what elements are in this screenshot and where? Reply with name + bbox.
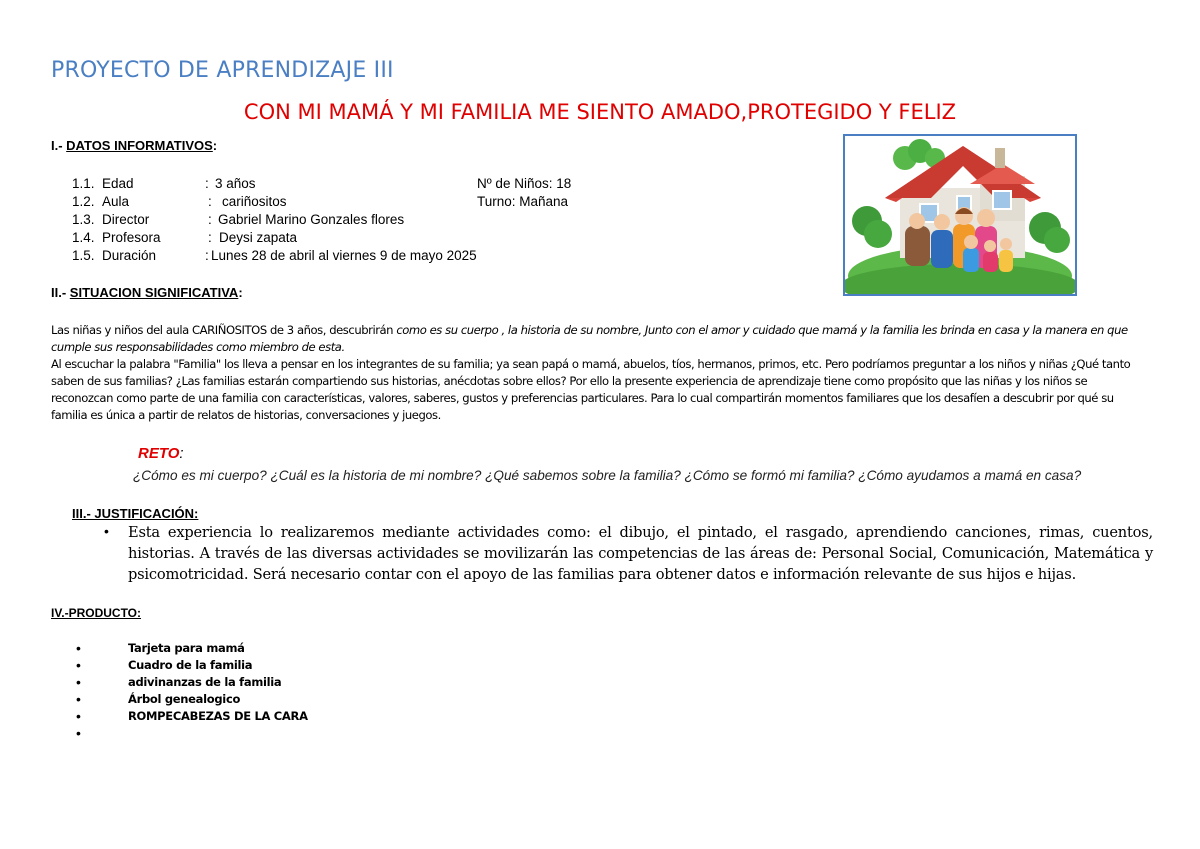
project-subtitle: CON MI MAMÁ Y MI FAMILIA ME SIENTO AMADO,PROTEGIDO Y FELIZ [243,100,957,124]
info-label: Aula [102,194,130,209]
reto-heading [138,445,184,462]
info-num: 1.1. [72,176,95,191]
info-sep: : [205,176,209,191]
info-label: Edad [102,176,134,191]
info-value: cariñositos [222,194,287,209]
paragraph-italic-text: como es su cuerpo , la historia de su nombre, Junto con el amor y cuidado que mamá y la familia les brinda en casa y la manera en que cumple sus responsabilidades como miembro de esta. [51,323,1128,354]
info-label: Director [102,212,150,227]
info-shift: Turno: Mañana [477,194,569,209]
paragraph-text: Las niñas y niños del aula CARIÑOSITOS de 3 años, descubrirán [51,323,397,337]
info-label: Profesora [102,230,161,245]
list-item: Tarjeta para mamá [128,641,245,655]
page-title: PROYECTO DE APRENDIZAJE III [51,58,394,83]
bullet-icon: • [76,674,81,690]
section-label: SITUACION SIGNIFICATIVA [69,285,239,300]
reto-questions: ¿Cómo es mi cuerpo? ¿Cuál es la historia de mi nombre? ¿Qué sabemos sobre la familia? ¿Cómo se formó mi familia? ¿Cómo ayudamos a mamá en casa? [133,468,1082,483]
info-value: Gabriel Marino Gonzales flores [218,212,405,227]
bullet-icon: • [104,523,109,539]
section-suffix: : [238,285,243,300]
bullet-icon: • [76,708,81,724]
info-label: Duración [102,248,157,263]
list-item: Cuadro de la familia [128,658,253,672]
bullet-icon: • [76,640,81,656]
section-producto: IV.-PRODUCTO: [51,606,142,620]
list-item: ROMPECABEZAS DE LA CARA [128,709,308,723]
list-item: adivinanzas de la familia [128,675,282,689]
section-label: DATOS INFORMATIVOS [66,138,213,153]
bullet-icon: • [76,657,81,673]
info-num: 1.3. [72,212,95,227]
justificacion-text: Esta experiencia lo realizaremos mediante actividades como: el dibujo, el pintado, el rasgado, aprendiendo canciones, rimas, cuentos, historias. A través de las diversas actividades se movilizarán las competencias de las áreas de: Personal Social, Comunicación, Matemática y psicomotricidad. Será necesario contar con el apoyo de las familias para obtener datos e información relevante de sus hijos e hijas. [128,524,1153,583]
info-sep: : [205,248,209,263]
info-value: 3 años [215,176,256,191]
info-value: Lunes 28 de abril al viernes 9 de mayo 2025 [211,248,477,263]
section-suffix: : [212,138,218,153]
section-prefix: II.- [51,285,70,300]
info-children-count: Nº de Niños: 18 [477,176,572,191]
reto-label: RETO [138,445,180,462]
section-situacion-significativa [51,285,243,300]
family-house-illustration-icon [845,136,1075,294]
info-sep: : [208,212,212,227]
situacion-paragraph-1 [51,322,1151,356]
info-sep: : [208,194,212,209]
list-item: Árbol genealogico [128,692,241,706]
bullet-icon: • [76,691,81,707]
reto-suffix: : [179,445,184,462]
info-value: Deysi zapata [219,230,298,245]
info-num: 1.4. [72,230,95,245]
info-num: 1.2. [72,194,95,209]
family-house-image [843,134,1077,296]
section-datos-informativos [51,138,217,153]
section-prefix: I.- [51,138,67,153]
situacion-paragraph-2: Al escuchar la palabra "Familia" los lleva a pensar en los integrantes de su familia; ya sean papá o mamá, abuelos, tíos, hermanos, primos, etc. Pero podríamos preguntar a los niños y niñas ¿Qué tanto saben de sus familias? ¿Las familias estarán compartiendo sus historias, anécdotas sobre ellos? Por ello la presente experiencia de aprendizaje tiene como propósito que las niñas y los niños se reconozcan como parte de una familia con características, valores, saberes, gustos y preferencias particulares. Para lo cual compartirán momentos familiares que los desafíen a descubrir por qué su familia es única a partir de relatos de historias, conversaciones y juegos. [51,357,1131,422]
bullet-icon: • [76,725,81,741]
section-justificacion: III.- JUSTIFICACIÓN: [72,506,199,521]
info-sep: : [208,230,212,245]
info-num: 1.5. [72,248,95,263]
